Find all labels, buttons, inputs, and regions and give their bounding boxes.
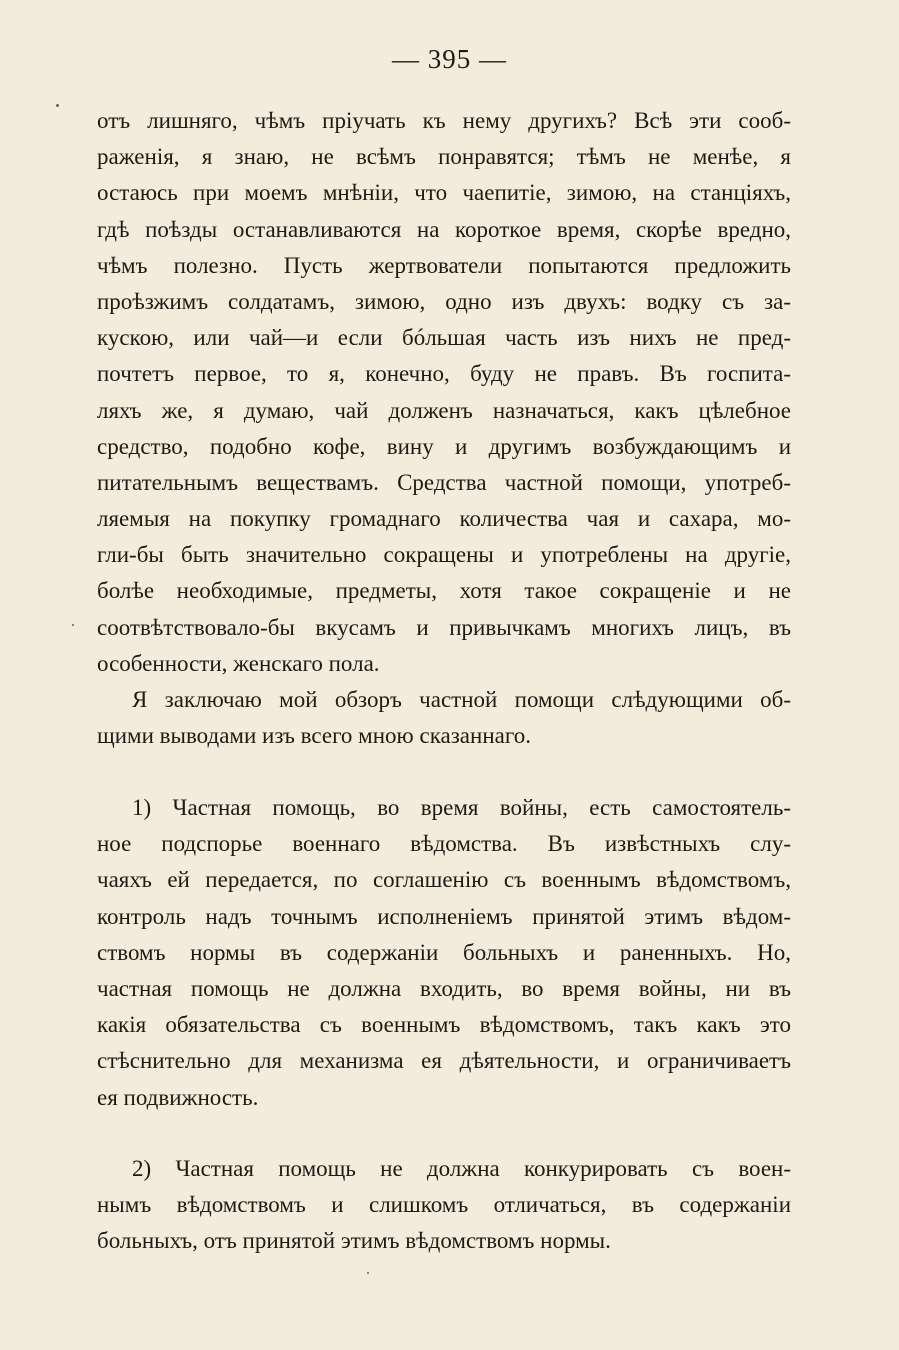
text-line: чаяхъ ей передается, по соглашенію съ военнымъ вѣдомствомъ, [97, 867, 791, 893]
text-line: какія обязательства съ военнымъ вѣдомствомъ, такъ какъ это [97, 1012, 791, 1038]
text-line: отъ лишняго, чѣмъ пріучать къ нему другихъ? Всѣ эти сооб- [97, 108, 791, 133]
ink-speck [72, 624, 74, 626]
text-line: средство, подобно кофе, вину и другимъ возбуждающимъ и [97, 433, 791, 459]
text-line: частная помощь не должна входить, во время войны, ни въ [97, 975, 791, 1001]
text-line: контроль надъ точнымъ исполненіемъ принятой этимъ вѣдом- [97, 903, 791, 929]
text-line: чѣмъ полезно. Пусть жертвователи попытаются предложить [97, 252, 791, 278]
text-line: болѣе необходимые, предметы, хотя такое сокращеніе и не [97, 578, 791, 604]
text-line: проѣзжимъ солдатамъ, зимою, одно изъ двухъ: водку съ за- [97, 288, 791, 314]
text-line: ея подвижность. [97, 1084, 259, 1110]
text-line: 1) Частная помощь, во время войны, есть самостоятель- [132, 795, 791, 820]
paragraph-4 [97, 1151, 791, 1260]
page-number: — 395 — [392, 44, 507, 74]
paragraph-1 [97, 103, 791, 682]
text-line: больныхъ, отъ принятой этимъ вѣдомствомъ нормы. [97, 1228, 611, 1254]
text-line: гдѣ поѣзды останавливаются на короткое время, скорѣе вредно, [97, 216, 791, 242]
text-line: кускою, или чай—и если бóльшая часть изъ нихъ не пред- [97, 325, 791, 351]
text-line: почтетъ первое, то я, конечно, буду не правъ. Въ госпита- [97, 361, 791, 387]
text-line: ствомъ нормы въ содержаніи больныхъ и раненныхъ. Но, [97, 939, 791, 965]
text-line: ляхъ же, я думаю, чай долженъ назначаться, какъ цѣлебное [97, 397, 791, 423]
paragraph-3 [97, 790, 791, 1116]
text-line: особенности, женскаго пола. [97, 650, 380, 676]
text-line: ное подспорье военнаго вѣдомства. Въ извѣстныхъ слу- [97, 831, 791, 857]
text-line: нымъ вѣдомствомъ и слишкомъ отличаться, въ содержаніи [97, 1192, 791, 1218]
text-line: Я заключаю мой обзоръ частной помощи слѣдующими об- [132, 687, 791, 712]
text-line: гли-бы быть значительно сокращены и употреблены на другіе, [97, 542, 791, 568]
text-line: раженія, я знаю, не всѣмъ понравятся; тѣмъ не менѣе, я [97, 144, 791, 170]
text-line: соотвѣтствовало-бы вкусамъ и привычкамъ многихъ лицъ, въ [97, 614, 791, 640]
text-line: 2) Частная помощь не должна конкурировать съ воен- [132, 1156, 791, 1181]
text-line: щими выводами изъ всего мною сказаннаго. [97, 723, 531, 749]
ink-speck [56, 104, 59, 107]
text-line: питательнымъ веществамъ. Средства частной помощи, употреб- [97, 469, 791, 495]
text-line: стѣснительно для механизма ея дѣятельности, и ограничиваетъ [97, 1048, 791, 1074]
ink-speck [367, 1272, 369, 1274]
text-line: остаюсь при моемъ мнѣніи, что чаепитіе, зимою, на станціяхъ, [97, 180, 791, 206]
paragraph-2 [97, 682, 791, 754]
text-line: ляемыя на покупку громаднаго количества чая и сахара, мо- [97, 506, 791, 532]
